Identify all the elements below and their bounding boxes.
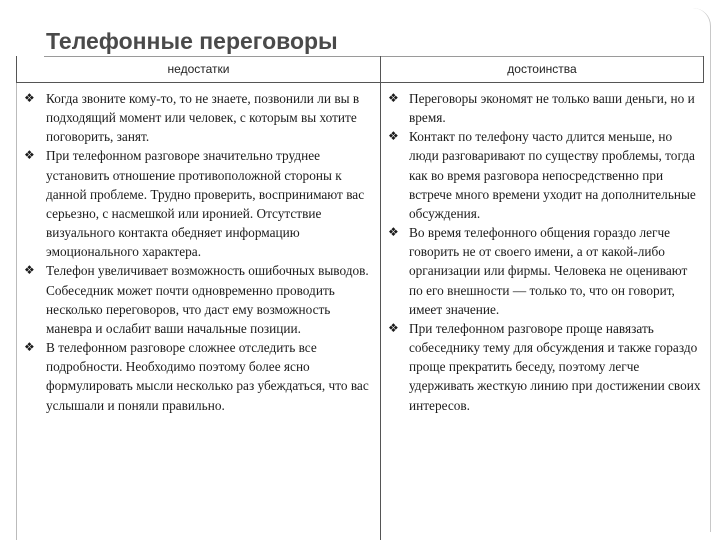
page-title: Телефонные переговоры — [46, 28, 338, 54]
list-item — [17, 146, 380, 261]
list-item — [17, 261, 380, 338]
diamond-bullet-icon: ❖ — [24, 91, 35, 105]
list-item — [17, 338, 380, 415]
list-item-text: В телефонном разговоре сложнее отследить все подробности. Необходимо поэтому более ясно формулировать мысли несколько раз убеждаться, что вас услышали и поняли правильно. — [46, 340, 369, 413]
list-item — [381, 89, 704, 127]
list-item — [381, 223, 704, 319]
table-header-row — [17, 56, 704, 83]
diamond-bullet-icon: ❖ — [388, 225, 399, 240]
list-item-text: Когда звоните кому-то, то не знаете, позвонили ли вы в подходящий момент или человек, с которым вы хотите поговорить, занят. — [46, 91, 360, 145]
diamond-bullet-icon: ❖ — [388, 129, 399, 144]
diamond-bullet-icon: ❖ — [24, 148, 35, 163]
diamond-bullet-icon: ❖ — [24, 263, 35, 278]
disadvantages-cell — [17, 83, 381, 540]
list-item — [381, 319, 704, 415]
advantages-list — [381, 89, 704, 415]
list-item-text: Телефон увеличивает возможность ошибочных выводов. Собеседник может почти одновременно проводить несколько переговоров, что даст ему возможность маневра и ослабит ваши начальные позиции. — [46, 263, 369, 336]
list-item-text: При телефонном разговоре значительно труднее установить отношение противоположной стороны к данной проблеме. Трудно проверить, воспринимают вас серьезно, с насмешкой или иронией. Отсутствие визуального контакта обедняет информацию эмоционального характера. — [46, 148, 365, 260]
list-item-text: Контакт по телефону часто длится меньше, но люди разговаривают по существу проблемы, тогда как во время разговора непосредственно при встрече много времени уходит на дополнительные обсуждения. — [409, 129, 696, 221]
diamond-bullet-icon: ❖ — [388, 91, 399, 105]
list-item-text: При телефонном разговоре проще навязать собеседнику тему для обсуждения и также гораздо проще прекратить беседу, поэтому легче удерживать жесткую линию при достижении своих интересов. — [409, 320, 701, 413]
advantages-cell — [381, 83, 704, 540]
list-item — [17, 89, 380, 146]
list-item — [381, 127, 704, 223]
table-body-row — [17, 83, 704, 540]
header-disadvantages: недостатки — [17, 56, 381, 83]
comparison-table — [16, 56, 704, 540]
disadvantages-list — [17, 89, 380, 415]
diamond-bullet-icon: ❖ — [24, 340, 35, 355]
header-advantages: достоинства — [381, 56, 704, 83]
list-item-text: Переговоры экономят не только ваши деньги, но и время. — [409, 91, 695, 126]
diamond-bullet-icon: ❖ — [388, 320, 399, 335]
list-item-text: Во время телефонного общения гораздо легче говорить не от своего имени, а от какой-либо организации или фирмы. Человека не оценивают по его внешности — только то, что он говорит, имеет значение. — [409, 225, 688, 317]
